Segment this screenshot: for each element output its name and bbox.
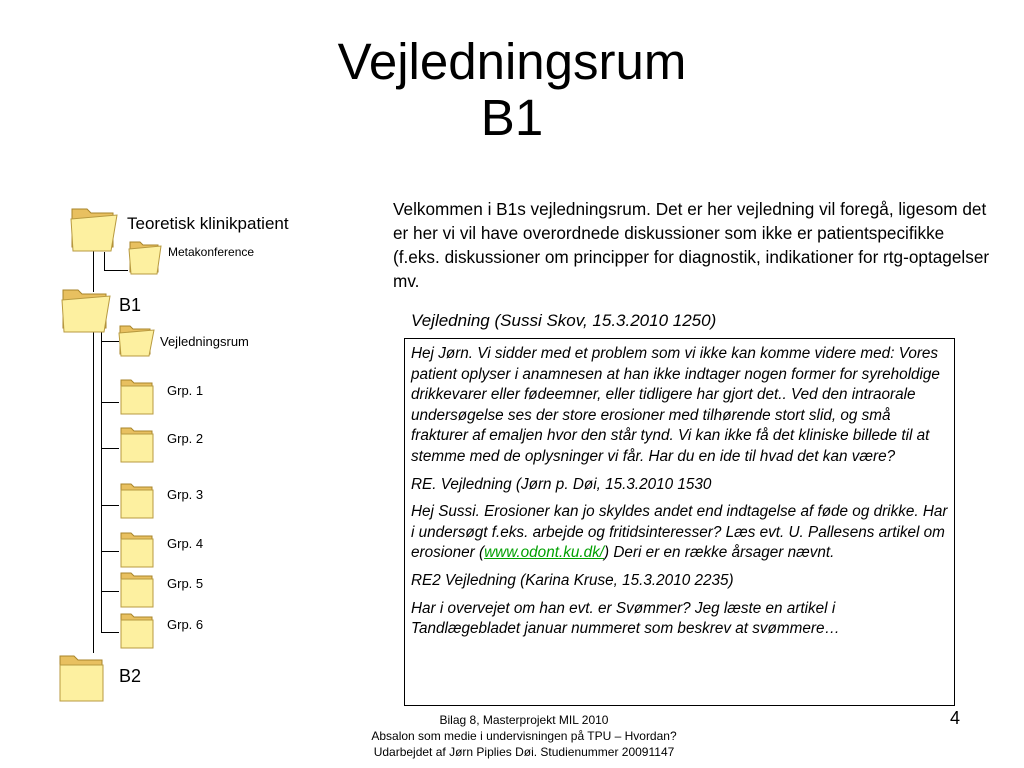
folder-icon[interactable]: [118, 529, 156, 569]
folder-icon[interactable]: [60, 284, 114, 334]
tree-connector: [101, 591, 119, 592]
tree-item-b1[interactable]: B1: [119, 295, 142, 315]
footer: [324, 712, 724, 760]
page-number: 4: [950, 708, 961, 728]
tree-connector: [101, 632, 119, 633]
tree-item-grp-1[interactable]: Grp. 1: [167, 383, 204, 398]
footer-line: Udarbejdet af Jørn Piplies Døi. Studienummer 20091147: [373, 745, 675, 759]
tree-item-b2[interactable]: B2: [119, 666, 142, 686]
tree-item-grp-2[interactable]: Grp. 2: [167, 431, 204, 446]
tree-connector: [101, 402, 119, 403]
folder-icon[interactable]: [118, 424, 156, 464]
folder-icon[interactable]: [118, 480, 156, 520]
folder-icon[interactable]: [118, 376, 156, 416]
footer-line: Bilag 8, Masterprojekt MIL 2010: [439, 713, 609, 727]
folder-icon[interactable]: [57, 650, 107, 704]
tree-connector: [104, 252, 105, 270]
tree-connector: [104, 270, 128, 271]
tree-connector: [101, 448, 119, 449]
slide-title: [0, 34, 1024, 146]
thread-reply-header[interactable]: RE2 Vejledning (Karina Kruse, 15.3.2010 2235): [411, 571, 734, 589]
folder-icon[interactable]: [118, 569, 156, 609]
intro-text: Velkommen i B1s vejledningsrum. Det er her vejledning vil foregå, ligesom det er her vi vil have overordnede diskussioner som ikke er patientspecifikke (f.eks. diskussioner om principper for diagnostik, indikationer for rtg-optagelser mv.: [393, 199, 990, 291]
odont-link[interactable]: www.odont.ku.dk/: [484, 544, 605, 562]
tree-item-teoretisk-klinikpatient[interactable]: Teoretisk klinikpatient: [127, 214, 289, 233]
folder-icon[interactable]: [69, 203, 121, 253]
tree-connector: [101, 551, 119, 552]
folder-icon[interactable]: [118, 610, 156, 650]
thread-reply-body: [411, 502, 948, 564]
tree-connector: [93, 330, 94, 653]
reply-text: ) Deri er en række årsager nævnt.: [604, 544, 835, 562]
thread-reply-header[interactable]: RE. Vejledning (Jørn p. Døi, 15.3.2010 1530: [411, 475, 712, 493]
reply-text: Hej Sussi. Erosioner kan jo skyldes andet end indtagelse af føde og drikke. Har i undersøgt f.eks. arbejde og fritidsinteresser? Læs evt. U. Pallesens artikel om erosioner (: [411, 503, 948, 562]
tree-connector: [101, 505, 119, 506]
slide-title-line1: Vejledningsrum: [337, 33, 687, 90]
thread-post: Hej Jørn. Vi sidder med et problem som vi ikke kan komme videre med: Vores patient oplyser i anamnesen at han ikke indtager nogen former for syreholdige drikkevarer eller fødeemner, eller tidligere har gjort det.. Ved den intraorale undersøgelse ses der store erosioner med tilhørende stort slid, og små frakturer af emaljen hvor den står tynd. Vi kan ikke få det kliniske billede til at stemme med de oplysninger vi får. Har du en ide til hvad det kan være?: [411, 345, 940, 465]
thread-box: [404, 338, 955, 706]
tree-item-grp-3[interactable]: Grp. 3: [167, 487, 204, 502]
tree-item-vejledningsrum[interactable]: Vejledningsrum: [160, 334, 249, 349]
tree-item-metakonference[interactable]: Metakonference: [168, 245, 255, 259]
footer-line: Absalon som medie i undervisningen på TPU – Hvordan?: [371, 729, 677, 743]
tree-connector: [101, 330, 102, 633]
tree-item-grp-5[interactable]: Grp. 5: [167, 576, 204, 591]
thread-title[interactable]: Vejledning (Sussi Skov, 15.3.2010 1250): [411, 311, 717, 330]
tree-item-grp-4[interactable]: Grp. 4: [167, 536, 204, 551]
tree-item-grp-6[interactable]: Grp. 6: [167, 617, 204, 632]
folder-icon[interactable]: [117, 322, 157, 358]
folder-icon[interactable]: [128, 238, 164, 276]
slide-title-line2: B1: [480, 89, 544, 146]
thread-reply-body: Har i overvejet om han evt. er Svømmer? Jeg læste en artikel i Tandlægebladet januar nummeret som beskrev at svømmere…: [411, 599, 840, 638]
